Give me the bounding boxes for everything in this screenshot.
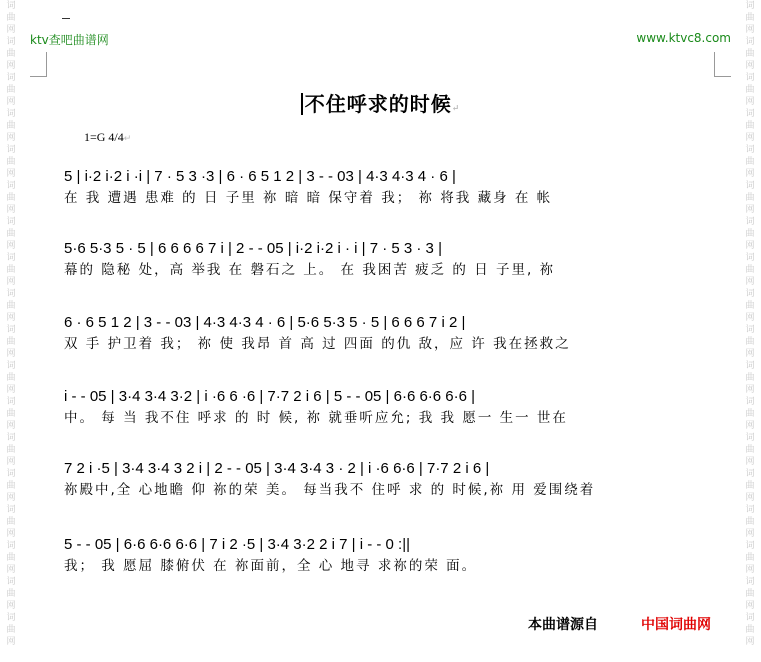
score-row: [64, 386, 704, 428]
song-title-text: 不住呼求的时候: [304, 92, 452, 116]
watermark-glyph: 词: [745, 1, 755, 11]
watermark-glyph: 网: [745, 97, 755, 107]
watermark-glyph: 词: [745, 433, 755, 443]
watermark-glyph: 网: [6, 529, 16, 539]
lyrics-line: 祢殿中,全 心地瞻 仰 祢的荣 美。 每当我不 住呼 求 的 时候,祢 用 爱围绕着: [64, 482, 596, 498]
watermark-glyph: 曲: [745, 373, 755, 383]
watermark-glyph: 词: [6, 73, 16, 83]
watermark-glyph: 网: [6, 313, 16, 323]
notes-line: 7 2 i ·5 | 3·4 3·4 3 2 i | 2 - - 05 | 3·4 3·4 3 · 2 | i ·6 6·6 | 7·7 2 i 6 |: [64, 460, 490, 477]
watermark-glyph: 网: [745, 601, 755, 611]
watermark-glyph: 网: [745, 241, 755, 251]
score-row: [64, 166, 704, 208]
watermark-glyph: 网: [745, 385, 755, 395]
notes-line: 5 - - 05 | 6·6 6·6 6·6 | 7 i 2 ·5 | 3·4 3·2 2 i 7 | i - - 0 :||: [64, 536, 411, 553]
watermark-glyph: 网: [6, 61, 16, 71]
watermark-glyph: 网: [6, 241, 16, 251]
watermark-glyph: 词: [745, 145, 755, 155]
watermark-glyph: 曲: [745, 301, 755, 311]
lyrics-line: 双 手 护卫着 我； 祢 使 我昂 首 高 过 四面 的仇 敌，应 许 我在拯救之: [64, 336, 571, 352]
watermark-glyph: 曲: [6, 337, 16, 347]
lyrics-line: 我； 我 愿屈 膝俯伏 在 祢面前，全 心 地寻 求祢的荣 面。: [64, 558, 478, 574]
watermark-glyph: 网: [6, 277, 16, 287]
notes-line: i - - 05 | 3·4 3·4 3·2 | i ·6 6 ·6 | 7·7 2 i 6 | 5 - - 05 | 6·6 6·6 6·6 |: [64, 388, 476, 405]
watermark-glyph: 词: [745, 541, 755, 551]
watermark-glyph: 网: [745, 61, 755, 71]
watermark-glyph: 曲: [6, 481, 16, 491]
watermark-glyph: 曲: [745, 193, 755, 203]
watermark-glyph: 词: [6, 577, 16, 587]
watermark-glyph: 网: [6, 205, 16, 215]
watermark-glyph: 网: [6, 637, 16, 647]
watermark-glyph: 网: [745, 277, 755, 287]
page-corner-mark: [714, 52, 731, 77]
watermark-glyph: 网: [6, 349, 16, 359]
watermark-glyph: 词: [6, 217, 16, 227]
watermark-glyph: 词: [745, 361, 755, 371]
watermark-glyph: 曲: [6, 13, 16, 23]
watermark-glyph: 曲: [745, 157, 755, 167]
score-row: [64, 458, 704, 500]
watermark-glyph: 网: [6, 493, 16, 503]
watermark-glyph: 词: [745, 109, 755, 119]
watermark-glyph: 词: [745, 37, 755, 47]
watermark-glyph: 曲: [6, 445, 16, 455]
watermark-glyph: 词: [745, 181, 755, 191]
cursor-mark: [62, 18, 70, 19]
watermark-glyph: 词: [745, 217, 755, 227]
watermark-glyph: 曲: [6, 301, 16, 311]
watermark-glyph: 曲: [745, 409, 755, 419]
watermark-glyph: 网: [745, 421, 755, 431]
watermark-glyph: 曲: [6, 121, 16, 131]
watermark-glyph: 网: [745, 169, 755, 179]
watermark-glyph: 词: [6, 181, 16, 191]
watermark-glyph: 曲: [745, 85, 755, 95]
watermark-glyph: 网: [6, 601, 16, 611]
watermark-glyph: 网: [745, 493, 755, 503]
watermark-glyph: 网: [745, 25, 755, 35]
page-corner-mark: [30, 52, 47, 77]
footer-source-label: 本曲谱源自: [528, 617, 598, 633]
watermark-glyph: 网: [6, 385, 16, 395]
watermark-glyph: 曲: [745, 553, 755, 563]
watermark-glyph: 曲: [6, 49, 16, 59]
song-title: 不住呼求的时候↵: [0, 88, 761, 117]
watermark-glyph: 网: [6, 457, 16, 467]
notes-line: 5·6 5·3 5 · 5 | 6 6 6 6 7 i | 2 - - 05 | i·2 i·2 i · i | 7 · 5 3 · 3 |: [64, 240, 442, 257]
footer-site-link[interactable]: 中国词曲网: [641, 617, 711, 633]
watermark-glyph: 词: [6, 289, 16, 299]
watermark-glyph: 词: [745, 73, 755, 83]
watermark-glyph: 曲: [6, 193, 16, 203]
watermark-glyph: 词: [745, 613, 755, 623]
watermark-glyph: 网: [745, 637, 755, 647]
score-row: [64, 534, 704, 576]
watermark-glyph: 网: [745, 457, 755, 467]
lyrics-line: 在 我 遭遇 患难 的 日 子里 祢 暗 暗 保守着 我； 祢 将我 藏身 在 帐: [64, 190, 553, 206]
watermark-glyph: 词: [745, 469, 755, 479]
watermark-glyph: 曲: [745, 517, 755, 527]
watermark-glyph: 词: [745, 397, 755, 407]
watermark-glyph: 词: [6, 325, 16, 335]
watermark-glyph: 曲: [6, 229, 16, 239]
watermark-glyph: 曲: [745, 121, 755, 131]
score-row: [64, 238, 704, 280]
watermark-glyph: 曲: [6, 625, 16, 635]
watermark-glyph: 曲: [745, 265, 755, 275]
watermark-glyph: 网: [745, 313, 755, 323]
watermark-glyph: 网: [745, 529, 755, 539]
watermark-glyph: 曲: [6, 265, 16, 275]
watermark-glyph: 曲: [745, 625, 755, 635]
watermark-glyph: 曲: [6, 157, 16, 167]
watermark-glyph: 曲: [745, 481, 755, 491]
watermark-glyph: 词: [6, 469, 16, 479]
watermark-glyph: 网: [745, 565, 755, 575]
watermark-glyph: 网: [6, 169, 16, 179]
lyrics-line: 幕的 隐秘 处，高 举我 在 磐石之 上。 在 我困苦 疲乏 的 日 子里, 祢: [64, 262, 556, 278]
watermark-glyph: 词: [6, 433, 16, 443]
watermark-glyph: 曲: [6, 589, 16, 599]
lyrics-line: 中。 每 当 我不住 呼求 的 时 候, 祢 就垂听应允; 我 我 愿一 生一 世在: [64, 410, 568, 426]
watermark-glyph: 网: [6, 133, 16, 143]
watermark-glyph: 网: [6, 25, 16, 35]
score-row: [64, 312, 704, 354]
watermark-glyph: 网: [745, 205, 755, 215]
watermark-glyph: 词: [745, 289, 755, 299]
watermark-glyph: 词: [6, 145, 16, 155]
watermark-glyph: 词: [6, 505, 16, 515]
watermark-glyph: 曲: [745, 589, 755, 599]
watermark-glyph: 曲: [6, 373, 16, 383]
watermark-glyph: 词: [6, 109, 16, 119]
watermark-glyph: 词: [745, 325, 755, 335]
watermark-glyph: 曲: [745, 337, 755, 347]
watermark-glyph: 词: [6, 361, 16, 371]
watermark-glyph: 词: [6, 397, 16, 407]
notes-line: 6 · 6 5 1 2 | 3 - - 03 | 4·3 4·3 4 · 6 | 5·6 5·3 5 · 5 | 6 6 6 7 i 2 |: [64, 314, 466, 331]
watermark-glyph: 曲: [745, 445, 755, 455]
watermark-glyph: 曲: [6, 409, 16, 419]
notes-line: 5 | i·2 i·2 i ·i | 7 · 5 3 ·3 | 6 · 6 5 1 2 | 3 - - 03 | 4·3 4·3 4 · 6 |: [64, 168, 456, 185]
header-right-url: www.ktvc8.com: [636, 31, 731, 45]
watermark-glyph: 曲: [6, 517, 16, 527]
watermark-glyph: 网: [6, 421, 16, 431]
key-signature: 1=G 4/4↵: [84, 130, 132, 144]
watermark-glyph: 曲: [6, 553, 16, 563]
watermark-glyph: 词: [745, 253, 755, 263]
watermark-glyph: 词: [6, 613, 16, 623]
header-left-site: ktv查吧曲谱网: [30, 33, 109, 47]
watermark-glyph: 网: [745, 349, 755, 359]
watermark-glyph: 词: [6, 1, 16, 11]
watermark-glyph: 词: [6, 37, 16, 47]
watermark-glyph: 词: [745, 505, 755, 515]
watermark-glyph: 词: [6, 541, 16, 551]
watermark-glyph: 曲: [6, 85, 16, 95]
watermark-glyph: 曲: [745, 13, 755, 23]
watermark-glyph: 词: [745, 577, 755, 587]
watermark-glyph: 网: [6, 97, 16, 107]
watermark-glyph: 网: [745, 133, 755, 143]
watermark-glyph: 曲: [745, 229, 755, 239]
watermark-glyph: 曲: [745, 49, 755, 59]
watermark-glyph: 网: [6, 565, 16, 575]
watermark-glyph: 词: [6, 253, 16, 263]
